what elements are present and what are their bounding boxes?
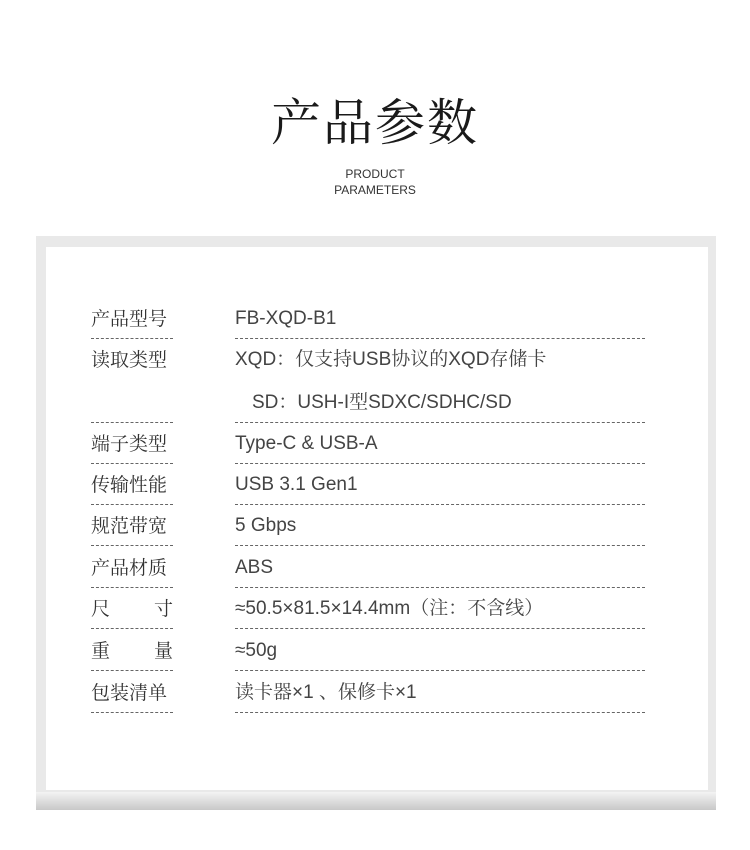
value-divider (235, 338, 645, 339)
label-divider (91, 670, 173, 671)
card-bottom-shade (36, 792, 716, 810)
label-divider (91, 712, 173, 713)
param-row-transfer (46, 465, 708, 505)
param-value: Type-C & USB-A (235, 433, 378, 454)
param-row-weight (46, 631, 708, 671)
param-label-char: 量 (153, 640, 173, 662)
param-row-model (46, 299, 708, 339)
param-row-bandwidth (46, 506, 708, 546)
param-label: 包装清单 (91, 682, 168, 704)
label-divider (91, 422, 173, 423)
label-divider (91, 463, 173, 464)
param-value-xqd: XQD：仅支持USB协议的XQD存储卡 (235, 349, 547, 370)
label-divider (91, 587, 173, 588)
params-card (46, 247, 708, 790)
subtitle-line-2: PARAMETERS (334, 183, 416, 197)
param-value: USB 3.1 Gen1 (235, 474, 358, 495)
param-label: 端子类型 (91, 433, 168, 455)
param-row-read-type (46, 340, 708, 423)
param-label (91, 597, 173, 621)
value-divider (235, 712, 645, 713)
param-value: ≈50.5×81.5×14.4mm（注：不含线） (235, 598, 544, 619)
label-divider (91, 628, 173, 629)
page-subtitle (0, 166, 750, 198)
param-label: 产品材质 (91, 557, 168, 579)
subtitle-line-1: PRODUCT (345, 167, 405, 181)
param-label (91, 639, 173, 663)
label-divider (91, 338, 173, 339)
param-value: FB-XQD-B1 (235, 308, 337, 329)
value-divider (235, 587, 645, 588)
page-title: 产品参数 (271, 94, 479, 152)
value-divider (235, 504, 645, 505)
param-label: 产品型号 (91, 308, 168, 330)
param-label-char: 寸 (153, 598, 173, 620)
value-divider (235, 463, 645, 464)
param-label: 读取类型 (91, 349, 168, 371)
param-label-char: 重 (91, 640, 111, 662)
param-value: ≈50g (235, 640, 278, 661)
param-value: 读卡器×1 、保修卡×1 (235, 682, 417, 703)
value-divider (235, 670, 645, 671)
param-label: 传输性能 (91, 474, 168, 496)
label-divider (91, 504, 173, 505)
param-row-package (46, 673, 708, 713)
param-value-sd: SD：USH-I型SDXC/SDHC/SD (252, 392, 512, 413)
value-divider (235, 545, 645, 546)
param-value: ABS (235, 557, 274, 578)
param-value: 5 Gbps (235, 515, 297, 536)
param-label: 规范带宽 (91, 515, 168, 537)
param-row-port-type (46, 424, 708, 464)
param-row-size (46, 589, 708, 629)
param-label-char: 尺 (91, 598, 111, 620)
value-divider (235, 422, 645, 423)
value-divider (235, 628, 645, 629)
param-row-material (46, 548, 708, 588)
label-divider (91, 545, 173, 546)
